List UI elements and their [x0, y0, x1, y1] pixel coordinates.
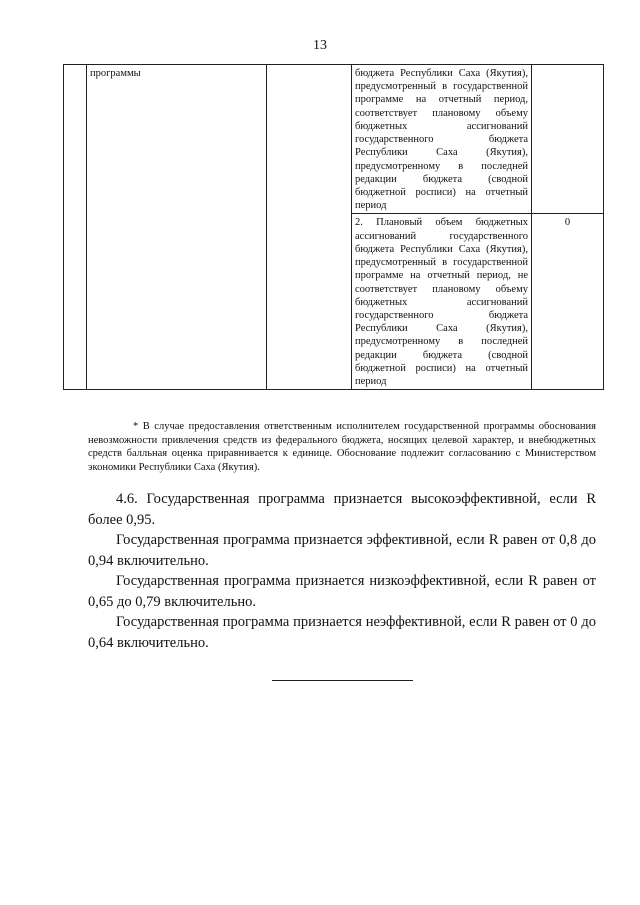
footnote-text: * В случае предоставления ответственным исполнителем государственной программы обоснования невозможности привлечения средств из федерального бюджета, носящих целевой характер, и внебюджетных средств балльная оценка приравнивается к единице. Обоснование подлежит согласованию с Министерством экономики Республики Саха (Якутия).: [88, 421, 596, 473]
body-text: [88, 489, 596, 653]
table-cell-criterion: 2. Плановый объем бюджетных ассигнований государственного бюджета Республики Саха (Якутия), предусмотренный в государственной программе на отчетный период, не соответствует плановому объему бюджетных ассигнований государственного бюджета Республики Саха (Якутия), предусмотренному в последней редакции бюджета (сводной бюджетной росписи) на отчетный период: [352, 214, 532, 390]
table-cell-number: [64, 65, 87, 390]
paragraph-efficiency: Государственная программа признается эффективной, если R равен от 0,8 до 0,94 включительно.: [88, 532, 596, 569]
table-cell-score: [532, 65, 604, 214]
table-cell-criterion: бюджета Республики Саха (Якутия), предусмотренный в государственной программе на отчетный период, соответствует плановому объему бюджетных ассигнований государственного бюджета Республики Саха (Якутия), предусмотренному в последней редакции бюджета (сводной бюджетной росписи) на отчетный период: [352, 65, 532, 214]
footnote: [88, 420, 596, 475]
table-cell-score: 0: [532, 214, 604, 390]
page-number: 13: [313, 38, 327, 53]
paragraph-low-efficiency: Государственная программа признается низкоэффективной, если R равен от 0,65 до 0,79 включительно.: [88, 573, 596, 610]
end-line: [272, 680, 413, 681]
criteria-table: [63, 64, 604, 390]
table-cell-formula: [267, 65, 352, 390]
paragraph-high-efficiency: 4.6. Государственная программа признается высокоэффективной, если R более 0,95.: [88, 491, 596, 528]
paragraph-inefficiency: Государственная программа признается неэффективной, если R равен от 0 до 0,64 включительно.: [88, 614, 596, 651]
table-cell-indicator: программы: [87, 65, 267, 390]
table-row: [64, 65, 604, 214]
